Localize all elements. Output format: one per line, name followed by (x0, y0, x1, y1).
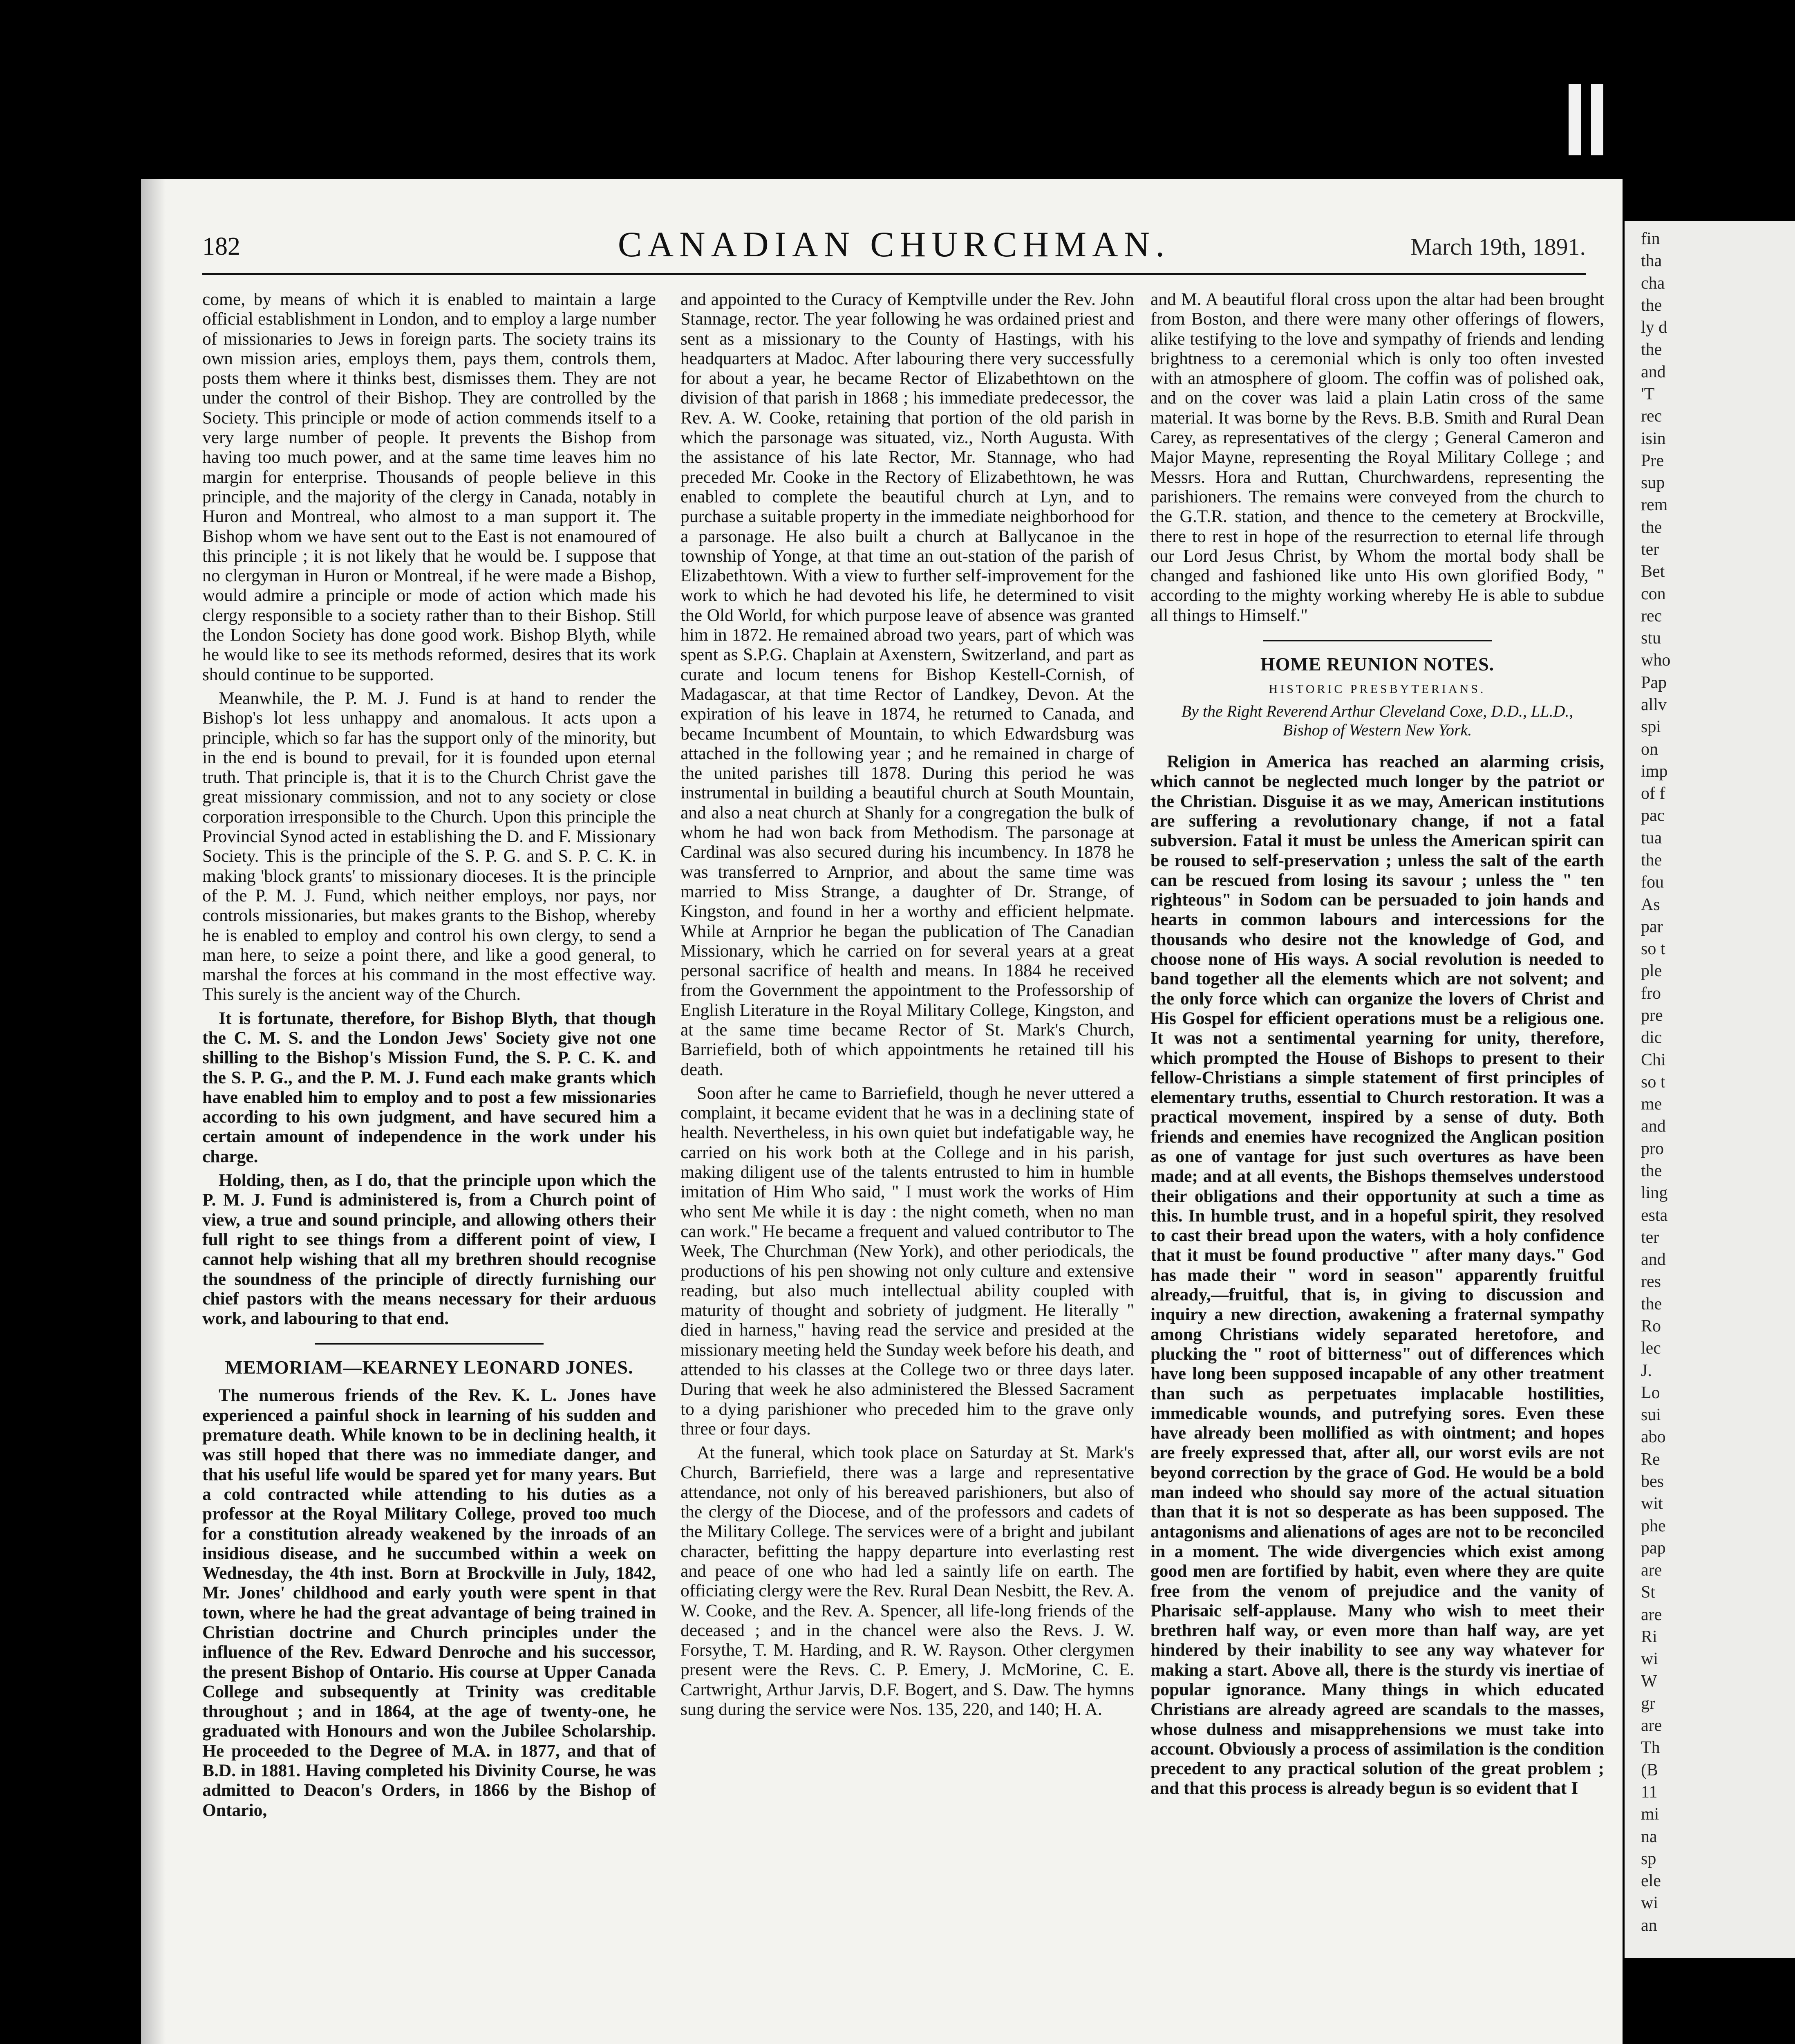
adjacent-page-fragment: fin (1641, 229, 1660, 248)
adjacent-page-fragment: sui (1641, 1405, 1661, 1424)
adjacent-page-fragment: lec (1641, 1339, 1661, 1358)
adjacent-page-fragment: the (1641, 340, 1662, 359)
adjacent-page-fragment: rec (1641, 607, 1662, 625)
adjacent-page-fragment: 'T (1641, 385, 1655, 403)
adjacent-page-fragment: ter (1641, 1228, 1659, 1247)
newspaper-page (141, 179, 1623, 2044)
adjacent-page-fragment: bes (1641, 1472, 1664, 1491)
memoriam-heading: MEMORIAM—KEARNEY LEONARD JONES. (225, 1357, 633, 1378)
adjacent-page-fragment: (B (1641, 1761, 1658, 1780)
paragraph: Soon after he came to Barriefield, though he never uttered a complaint, it became evident that he was in a declining state of health. Nevertheless, in his own quiet but indefatigable way, he carried on his work both at the College and in his parish, making diligent use of the talents entrusted to him in humble imitation of Him Who said, " I must work the works of Him who sent Me while it is day : the night cometh, when no man can work." He became a frequent and valued contributor to The Week, The Churchman (New York), and other periodicals, the productions of his pen showing not only culture and extensive reading, but also much intellectual ability coupled with maturity of thought and sobriety of judgment. He literally " died in harness," having read the service and presided at the missionary meeting held the Sunday week before his death, and attended to his classes at the College two or three days later. During that week he also administered the Blessed Sacrament to a dying parishioner who preceded him to the grave only three or four days. (680, 1083, 1134, 1439)
adjacent-page-fragment: Lo (1641, 1383, 1660, 1402)
paragraph: and M. A beautiful floral cross upon the altar had been brought from Boston, and there were many other offerings of flowers, alike testifying to the love and sympathy of friends and lending brightness to a ceremonial which is only too often invested with an atmosphere of gloom. The coffin was of polished oak, and on the cover was laid a plain Latin cross of the same material. It was borne by the Revs. B.B. Smith and Rural Dean Carey, as representatives of the clergy ; General Cameron and Major Mayne, representing the Royal Military College ; and Messrs. Hora and Ruttan, Churchwardens, representing the parishioners. The remains were conveyed from the church to the G.T.R. station, and thence to the cemetery at Brockville, there to rest in hope of the resurrection to eternal life through our Lord Jesus Christ, by Whom the mortal body shall be changed and fashioned like unto His own glorified Body, " according to the mighty working whereby He is able to subdue all things to Himself." (1150, 289, 1604, 625)
adjacent-page-fragment: fro (1641, 984, 1661, 1003)
adjacent-page-fragment: an (1641, 1916, 1657, 1935)
adjacent-page-fragment: Th (1641, 1738, 1660, 1757)
section-divider (315, 1343, 544, 1345)
adjacent-page-fragment: wi (1641, 1894, 1658, 1912)
column-1 (202, 289, 656, 2044)
adjacent-page-edge (1625, 221, 1795, 1958)
paragraph: The numerous friends of the Rev. K. L. Jones have experienced a painful shock in learning of his sudden and premature death. While known to be in declining health, it was still hoped that there was no immediate danger, and that his useful life would be spared yet for many years. But a cold contracted while attending to his duties as a professor at the Royal Military College, proved too much for a constitution already weakened by the inroads of an insidious disease, and he succumbed within a week on Wednesday, the 4th inst. Born at Brockville in July, 1842, Mr. Jones' childhood and early youth were spent in that town, where he had the great advantage of being trained in Christian doctrine and Church principles under the influence of the Rev. Edward Denroche and his successor, the present Bishop of Ontario. His course at Upper Canada College and subsequently at Trinity was creditable throughout ; and in 1864, at the age of twenty-one, he graduated with Honours and won the Jubilee Scholarship. He proceeded to the Degree of M.A. in 1877, and that of B.D. in 1881. Having completed his Divinity Course, he was admitted to Deacon's Orders, in 1866 by the Bishop of Ontario, (202, 1385, 656, 1820)
home-reunion-subtitle: HISTORIC PRESBYTERIANS. (1269, 682, 1486, 696)
paragraph: come, by means of which it is enabled to maintain a large official establishment in London, and to employ a large number of missionaries to Jews in foreign parts. The society trains its own mission aries, employs them, pays them, controls them, posts them where it thinks best, dismisses them. They are not under the control of their Bishop. They are controlled by the Society. This principle or mode of action commends itself to a very large number of people. It prevents the Bishop from having too much power, and at the same time leaves him no margin for enterprise. Thousands of people believe in this principle, and the majority of the clergy in Canada, notably in Huron and Montreal, who almost to a man support it. The Bishop whom we have sent out to the East is not enamoured of this principle ; it is not likely that he would be. I suppose that no clergyman in Huron or Montreal, if he were made a Bishop, would admire a principle or mode of action which made his clergy responsible to a society rather than to their Bishop. Still the London Society has done good work. Bishop Blyth, while he would like to see its methods reformed, desires that its work should continue to be supported. (202, 289, 656, 684)
adjacent-page-fragment: of f (1641, 784, 1665, 803)
adjacent-page-fragment: ter (1641, 540, 1659, 559)
adjacent-page-fragment: res (1641, 1272, 1661, 1291)
adjacent-page-fragment: dic (1641, 1028, 1662, 1047)
adjacent-page-fragment: wi (1641, 1650, 1658, 1668)
adjacent-page-fragment: Pre (1641, 451, 1664, 470)
adjacent-page-fragment: cha (1641, 274, 1665, 293)
adjacent-page-fragment: and (1641, 1250, 1666, 1269)
adjacent-page-fragment: Ri (1641, 1627, 1657, 1646)
adjacent-page-fragment: stu (1641, 629, 1661, 648)
column-3 (1150, 289, 1604, 2044)
adjacent-page-fragment: sp (1641, 1849, 1656, 1868)
adjacent-page-fragment: imp (1641, 762, 1668, 781)
adjacent-page-fragment: 11 (1641, 1783, 1658, 1802)
paragraph: and appointed to the Curacy of Kemptville under the Rev. John Stannage, rector. The year following he was ordained priest and sent as a missionary to the County of Hastings, with his headquarters at Madoc. After labouring there very successfully for about a year, he became Rector of Elizabethtown on the division of that parish in 1868 ; his immediate predecessor, the Rev. A. W. Cooke, retaining that portion of the old parish in which the parsonage was situated, viz., North Augusta. With the assistance of his late Rector, Mr. Stannage, who had preceded Mr. Cooke in the Rectory of Elizabethtown, he was enabled to complete the beautiful church at Lyn, and to purchase a suitable property in the immediate neighborhood for a parsonage. He also built a church at Ballycanoe in the township of Yonge, at that time an out-station of the parish of Elizabethtown. With a view to further self-improvement for the work to which he had devoted his life, he determined to visit the Old World, for which purpose leave of absence was granted him in 1872. He remained abroad two years, part of which was spent as S.P.G. Chaplain at Axenstern, Switzerland, and part as curate and locum tenens for Bishop Kestell-Cornish, of Madagascar, at that time Rector of Landkey, Devon. At the expiration of his leave in 1874, he returned to Canada, and became Incumbent of Mountain, to which Edwardsburg was attached in the following year ; and he remained in charge of the united parishes till 1878. During this period he was instrumental in building a beautiful church at South Mountain, and also a neat church at Shanly for a congregation the bulk of whom he had won back from Methodism. The parsonage at Cardinal was also secured during his incumbency. In 1878 he was transferred to Arnprior, and about the same time was married to Miss Strange, a daughter of Dr. Strange, of Kingston, and found in her a worthy and efficient helpmate. While at Arnprior he began the publication of The Canadian Missionary, which he carried on for several years at a great personal sacrifice of health and means. In 1884 he received from the Government the appointment to the Professorship of English Literature in the Royal Military College, Kingston, and at the same time became Rector of St. Mark's Church, Barriefield, both of which appointments he retained till his death. (680, 289, 1134, 1079)
paragraph: It is fortunate, therefore, for Bishop Blyth, that though the C. M. S. and the London Jews' Society give not one shilling to the Bishop's Mission Fund, the S. P. C. K. and the S. P. G., and the P. M. J. Fund each make grants which have enabled him to employ and to post a few missionaries according to his own judgment, and have secured him a certain amount of independence in the work under his charge. (202, 1008, 656, 1166)
paragraph: At the funeral, which took place on Saturday at St. Mark's Church, Barriefield, there was a large and representative attendance, not only of his bereaved parishioners, but also of the clergy of the Diocese, and of the professors and cadets of the Military College. The services were of a bright and jubilant character, befitting the happy departure into everlasting rest and peace of one who had led a saintly life on earth. The officiating clergy were the Rev. Rural Dean Nesbitt, the Rev. A. W. Cooke, and the Rev. A. Spencer, all life-long friends of the deceased ; and in the chancel were also the Revs. J. W. Forsythe, T. M. Harding, and R. W. Rayson. Other clergymen present were the Revs. C. P. Emery, J. McMorine, C. E. Cartwright, Arthur Jarvis, D.F. Bogert, and S. Daw. The hymns sung during the service were Nos. 135, 220, and 140; H. A. (680, 1443, 1134, 1719)
adjacent-page-fragment: are (1641, 1561, 1662, 1580)
adjacent-page-fragment: ling (1641, 1183, 1668, 1202)
adjacent-page-fragment: As (1641, 895, 1660, 914)
adjacent-page-fragment: Chi (1641, 1051, 1666, 1069)
adjacent-page-fragment: ly d (1641, 318, 1667, 337)
adjacent-page-fragment: the (1641, 518, 1662, 537)
adjacent-page-fragment: tha (1641, 251, 1662, 270)
journal-title: CANADIAN CHURCHMAN. (618, 225, 1171, 264)
paragraph: Religion in America has reached an alarming crisis, which cannot be neglected much longer by the patriot or the Christian. Disguise it as we may, American institutions are suffering a revolutionary change, if not a fatal subversion. Fatal it must be unless the American spirit can be roused to self-preservation ; unless the salt of the earth can be rescued from losing its savour ; unless the " ten righteous" in Sodom can be persuaded to join hands and hearts in common labours and intercessions for the thousands who desire not the knowledge of God, and choose none of His ways. A social revolution is needed to band together all the elements which are not solvent; and the only force which can organize the lovers of Christ and His Gospel for efficient operations must be a religious one. It was not a sentimental yearning for unity, therefore, which prompted the House of Bishops to present to their fellow-Christians a simple statement of first principles of elementary truths, essential to Church restoration. It was a practical movement, inspired by a sense of duty. Both friends and enemies have recognized the Anglican position as one of vantage for just such overtures as have been made; and at all events, the Bishops themselves understood their obligations and their opportunity at such a time as this. In humble trust, and in a hopeful spirit, they resolved to cast their bread upon the waters, with a holy confidence that it must be found productive " after many days." God has made their " word in season" apparently fruitful already,—fruitful, that is, in giving to discussion and inquiry a new direction, awakening a fraternal sympathy among Christians widely separated heretofore, and plucking the " root of bitterness" out of differences which have long been supposed incapable of any other treatment than such as perpetuates implacable hostilities, immedicable wounds, and putrefying sores. Even these have already been mollified as with ointment; and hopes are freely expressed that, after all, our worst evils are not beyond correction by the grace of God. He would be a bold man indeed who should say more of the actual situation than that it is not so desperate as has been supposed. The antagonisms and alienations of ages are not to be reconciled in a moment. The wide divergencies which exist among good men are fortified by habit, even where they are quite free from the venom of prejudice and the vanity of Pharisaic self-applause. Many who wish to meet their brethren half way, or even more than half way, are yet hindered by their inability to see any way whatever for making a start. Above all, there is the sturdy vis inertiae of popular ignorance. Many things in which educated Christians are already agreed are scandals to the masses, whose dulness and misapprehensions we must take into account. Obviously a process of assimilation is the condition precedent to any practical solution of the great problem ; and that this process is already begun is so evident that I (1150, 752, 1604, 1798)
adjacent-page-fragment: Bet (1641, 562, 1665, 581)
adjacent-page-fragment: are (1641, 1605, 1662, 1624)
adjacent-page-fragment: rem (1641, 495, 1668, 514)
adjacent-page-fragment: rec (1641, 407, 1662, 426)
adjacent-page-fragment: gr (1641, 1694, 1655, 1713)
page-header (202, 224, 1586, 275)
home-reunion-heading: HOME REUNION NOTES. (1260, 654, 1495, 675)
adjacent-page-fragment: the (1641, 296, 1662, 315)
adjacent-page-fragment: Re (1641, 1450, 1660, 1469)
adjacent-page-fragment: abo (1641, 1428, 1666, 1446)
adjacent-page-fragment: wit (1641, 1494, 1663, 1513)
column-2 (680, 289, 1134, 2044)
adjacent-page-fragment: so t (1641, 1073, 1665, 1091)
adjacent-page-fragment: spi (1641, 717, 1661, 736)
adjacent-page-fragment: ele (1641, 1871, 1661, 1890)
film-marker-top-2 (1591, 84, 1603, 155)
adjacent-page-fragment: allv (1641, 695, 1667, 714)
adjacent-page-fragment: the (1641, 851, 1662, 870)
adjacent-page-fragment: on (1641, 740, 1658, 759)
adjacent-page-fragment: mi (1641, 1805, 1659, 1824)
adjacent-page-fragment: J. (1641, 1361, 1652, 1380)
paragraph: Meanwhile, the P. M. J. Fund is at hand to render the Bishop's lot less unhappy and anomalous. It acts upon a principle, which so far has the support only of the minority, but in the end is bound to prevail, for it is founded upon eternal truth. That principle is, that it is to the Church Christ gave the great missionary commission, and not to any society or close corporation irresponsible to the Church. Upon this principle the Provincial Synod acted in establishing the D. and F. Missionary Society. This is the principle of the S. P. G. and S. P. C. K. in making 'block grants' to missionary dioceses. It is the principle of the P. M. J. Fund, which neither employs, nor pays, nor controls missionaries, but makes grants to the Bishop, whereby he is enabled to employ and control his own clergy, to send a man here, to seize a point there, and like a good general, to marshal the forces at his command in the most effective way. This surely is the ancient way of the Church. (202, 688, 656, 1004)
adjacent-page-fragment: phe (1641, 1517, 1666, 1535)
adjacent-page-fragment: me (1641, 1095, 1662, 1114)
adjacent-page-fragment: fou (1641, 873, 1664, 892)
paragraph: Holding, then, as I do, that the principle upon which the P. M. J. Fund is administered is, from a Church point of view, a true and sound principle, and allowing others their full right to see things from a different point of view, I cannot help wishing that all my brethren should recognise the soundness of the principle of directly furnishing our chief pastors with the means necessary for their arduous work, and labouring to that end. (202, 1170, 656, 1329)
adjacent-page-fragment: pro (1641, 1139, 1664, 1158)
issue-date: March 19th, 1891. (1410, 233, 1586, 260)
adjacent-page-fragment: Ro (1641, 1317, 1661, 1336)
adjacent-page-fragment: and (1641, 363, 1666, 381)
page-number: 182 (202, 233, 240, 260)
adjacent-page-fragment: na (1641, 1827, 1657, 1846)
adjacent-page-fragment: sup (1641, 473, 1665, 492)
page-binding-shadow (141, 179, 166, 2044)
adjacent-page-fragment: con (1641, 585, 1666, 603)
adjacent-page-fragment: pap (1641, 1539, 1666, 1558)
adjacent-page-fragment: W (1641, 1672, 1657, 1691)
section-divider (1263, 640, 1492, 641)
adjacent-page-fragment: isin (1641, 429, 1666, 448)
adjacent-page-fragment: ple (1641, 961, 1662, 980)
adjacent-page-fragment: are (1641, 1716, 1662, 1735)
adjacent-page-fragment: pac (1641, 806, 1665, 825)
adjacent-page-fragment: who (1641, 651, 1671, 670)
adjacent-page-fragment: St (1641, 1583, 1656, 1602)
adjacent-page-fragment: Pap (1641, 673, 1667, 692)
film-marker-top-1 (1569, 84, 1581, 155)
adjacent-page-fragment: esta (1641, 1206, 1668, 1225)
adjacent-page-fragment: tua (1641, 829, 1662, 847)
author-byline: By the Right Reverend Arthur Cleveland Coxe, D.D., LL.D., Bishop of Western New York. (1181, 702, 1573, 740)
adjacent-page-fragment: pre (1641, 1006, 1663, 1025)
adjacent-page-fragment: the (1641, 1161, 1662, 1180)
adjacent-page-fragment: par (1641, 917, 1663, 936)
adjacent-page-fragment: so t (1641, 939, 1665, 958)
adjacent-page-fragment: the (1641, 1295, 1662, 1313)
adjacent-page-fragment: and (1641, 1117, 1666, 1136)
